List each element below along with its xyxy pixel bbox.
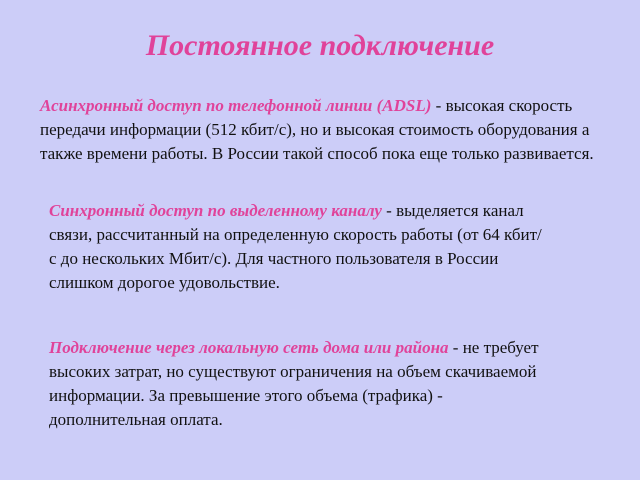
slide-title: Постоянное подключение	[145, 29, 495, 62]
paragraph-dedicated-line	[49, 199, 549, 295]
term-local-network: Подключение через локальную сеть дома или района	[49, 338, 449, 357]
paragraph-local-network	[49, 336, 549, 432]
term-dedicated-line: Синхронный доступ по выделенному каналу	[49, 201, 382, 220]
description-adsl: - высокая скорость передачи информации (512 кбит/с), но и высокая стоимость оборудования а также времени работы. В России такой способ пока еще только развивается.	[40, 96, 594, 163]
description-local-network: - не требует высоких затрат, но существуют ограничения на объем скачиваемой информации. За превышение этого объема (трафика) - дополнительная оплата.	[49, 338, 539, 429]
description-dedicated-line: - выделяется канал связи, рассчитанный на определенную скорость работы (от 64 кбит/с до нескольких Мбит/с). Для частного пользователя в России слишком дорогое удовольствие.	[49, 201, 542, 292]
paragraph-adsl	[40, 94, 600, 166]
term-adsl: Асинхронный доступ по телефонной линии (ADSL)	[40, 96, 432, 115]
